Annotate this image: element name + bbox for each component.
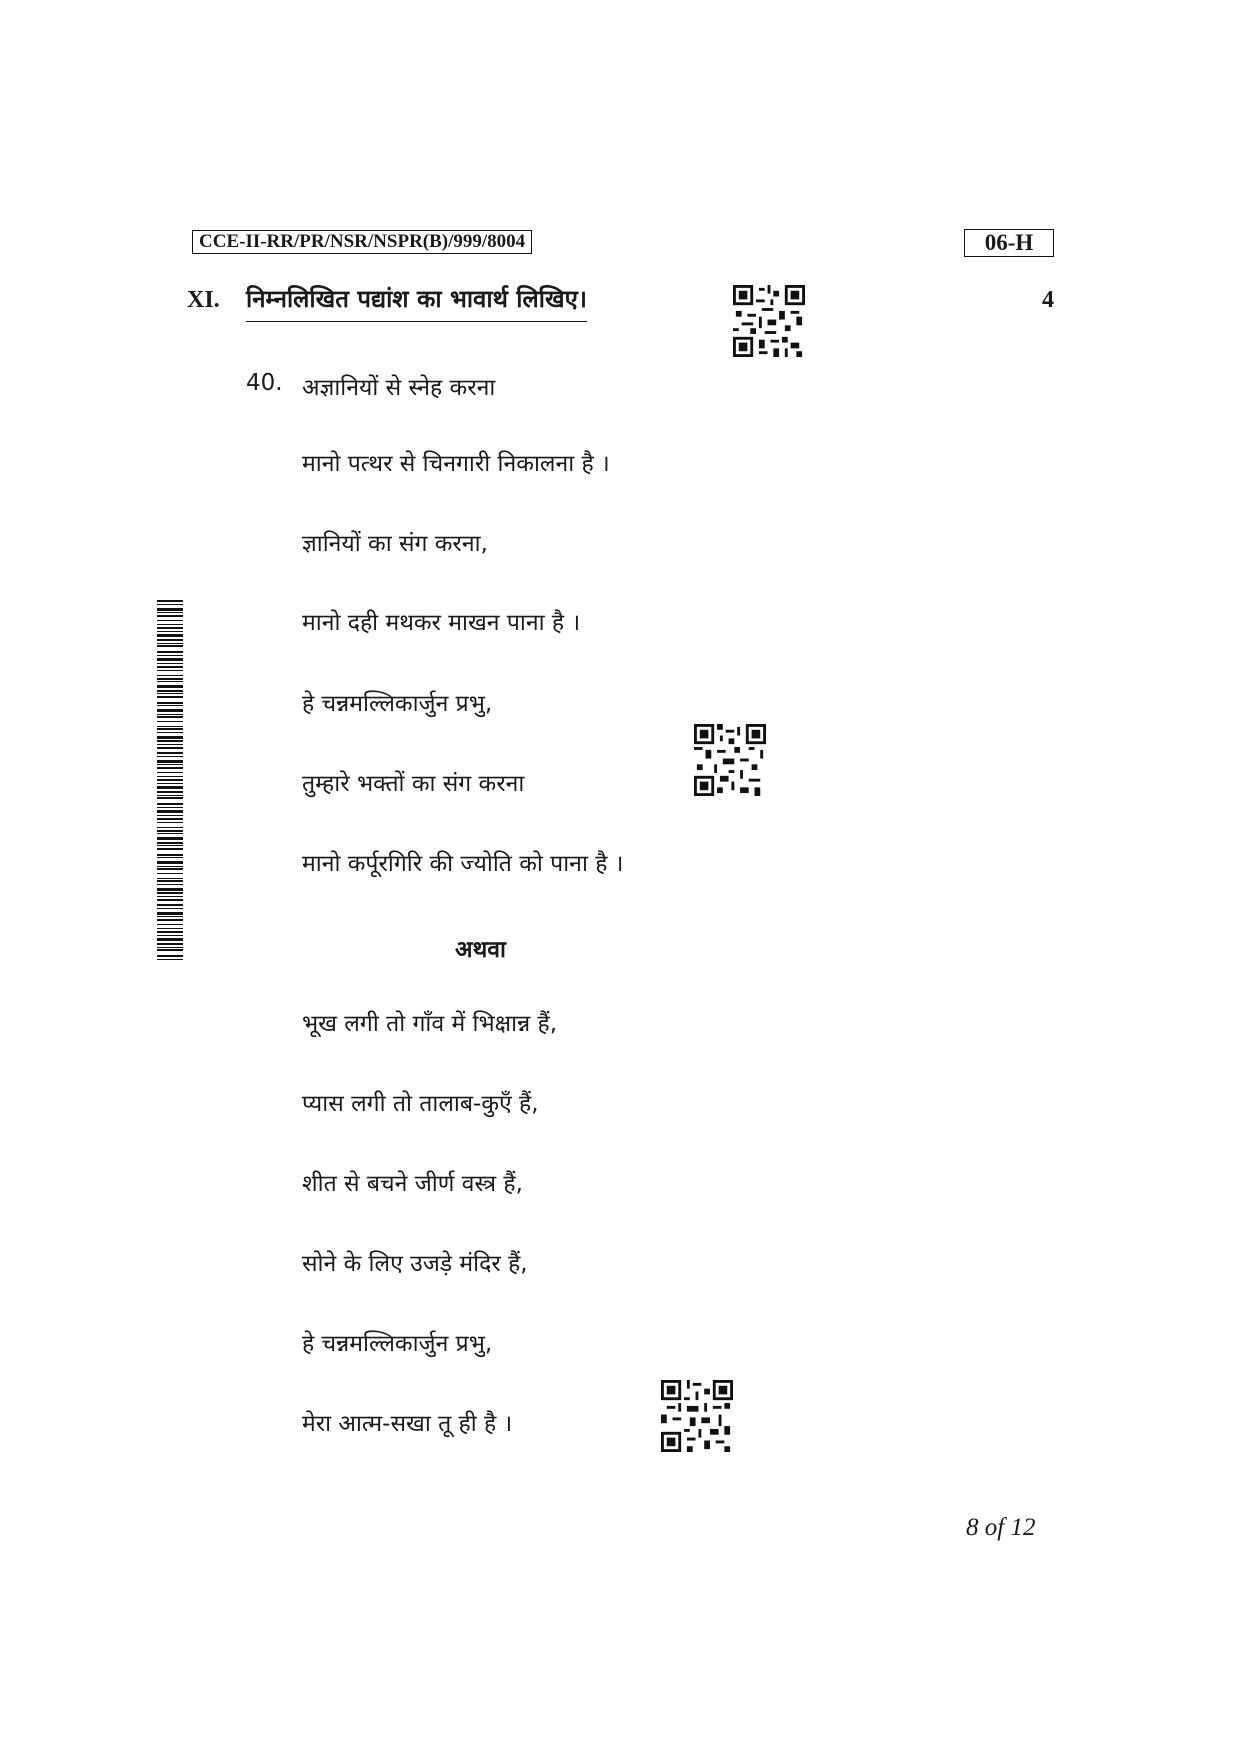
question-marks: 4 (1042, 287, 1054, 313)
qr-code-top (733, 285, 805, 357)
alt-poem-line: मेरा आत्म-सखा तू ही है । (302, 1411, 513, 1437)
qr-code-middle (694, 724, 766, 796)
sub-question-number: 40. (246, 370, 283, 396)
poem-line: मानो पत्थर से चिनगारी निकालना है । (302, 451, 610, 477)
page-number: 8 of 12 (966, 1514, 1036, 1541)
poem-line: मानो दही मथकर माखन पाना है । (302, 610, 581, 636)
poem-line: अज्ञानियों से स्नेह करना (302, 375, 496, 401)
poem-line: मानो कर्पूरगिरि की ज्योति को पाना है । (302, 851, 624, 877)
poem-line: हे चन्नमल्लिकार्जुन प्रभु, (302, 691, 493, 717)
side-barcode (157, 600, 183, 960)
alt-poem-line: शीत से बचने जीर्ण वस्त्र हैं, (302, 1171, 523, 1197)
alt-poem-line: भूख लगी तो गाँव में भिक्षान्न हैं, (302, 1011, 558, 1037)
qr-code-bottom (661, 1380, 733, 1452)
alt-poem-line: सोने के लिए उजड़े मंदिर हैं, (302, 1251, 528, 1277)
question-instruction: निम्नलिखित पद्यांश का भावार्थ लिखिए। (246, 282, 587, 322)
exam-code: CCE-II-RR/PR/NSR/NSPR(B)/999/8004 (192, 230, 532, 254)
poem-line: तुम्हारे भक्तों का संग करना (302, 771, 525, 797)
paper-id-badge: 06-H (964, 229, 1054, 257)
poem-line: ज्ञानियों का संग करना, (302, 531, 488, 557)
question-number: XI. (187, 287, 220, 313)
alt-poem-line: प्यास लगी तो तालाब-कुएँ हैं, (302, 1091, 539, 1117)
alt-poem-line: हे चन्नमल्लिकार्जुन प्रभु, (302, 1331, 493, 1357)
or-separator: अथवा (455, 937, 507, 963)
